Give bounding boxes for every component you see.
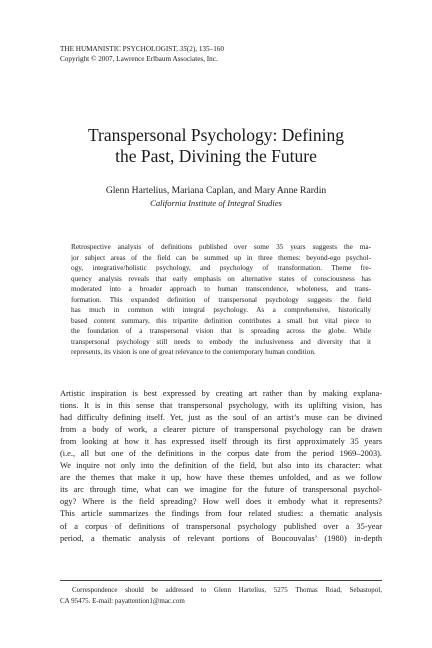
article-title-line-2: the Past, Divining the Future	[115, 146, 317, 166]
body-line: This article summarizes the findings from four related studies: a thematic analysis	[60, 509, 382, 519]
abstract-line: has much in common with integral psychology. As a comprehensive, historically	[71, 306, 371, 315]
abstract-line: ogy, integrative/holistic psychology, and psychology of transformation. Theme fre-	[71, 264, 371, 273]
abstract-line: moderated into a broader approach to human transcendence, wholeness, and trans-	[71, 285, 371, 294]
body-line: are the themes that make it up, how have these themes unfolded, and as we follow	[60, 473, 382, 483]
article-title-line-1: Transpersonal Psychology: Defining	[87, 125, 344, 145]
body-line: period, a thematic analysis of relevant portions of Boucouvalas’ (1980) in-depth	[60, 533, 382, 543]
journal-volume: 35	[179, 45, 187, 53]
abstract-line: Retrospective analysis of definitions published over some 35 years suggests the ma-	[71, 243, 371, 251]
article-affiliation: California Institute of Integral Studies	[150, 198, 282, 208]
body-line: had difficulty defining itself. Yet, just as the soul of an artist’s muse can be divined	[60, 413, 382, 423]
body-line: of a corpus of definitions of transpersonal psychology published over a 35-year	[60, 521, 382, 531]
abstract-line: represents, its vision is one of great relevance to the contemporary human condition.	[71, 348, 316, 357]
body-text	[60, 388, 382, 545]
abstract	[71, 242, 371, 358]
journal-name: THE HUMANISTIC PSYCHOLOGIST,	[60, 45, 178, 53]
body-line: from looking at how it has expressed itself through its first approximately 35 years	[60, 437, 382, 447]
journal-issue-pages: (2), 135–160	[186, 45, 224, 53]
abstract-line: quency analysis reveals that early emphasis on alternative states of consciousness has	[71, 274, 371, 283]
footnote	[60, 585, 382, 607]
abstract-line: jor subject areas of the field can be summed up in three themes: beyond-ego psychol-	[71, 253, 371, 262]
body-line: (i.e., all but one of the definitions in the corpus date from the period 1969–2003).	[60, 449, 382, 459]
body-line: We inquire not only into the definition of the field, but also into its character: what	[60, 461, 382, 471]
journal-copyright: Copyright © 2007, Lawrence Erlbaum Associates, Inc.	[60, 54, 218, 63]
journal-header	[60, 45, 380, 64]
abstract-line: based content summary, this tripartite definition contributes a small but vital piece to	[71, 316, 371, 325]
body-line: from a body of work, a clearer picture of transpersonal psychology can be drawn	[60, 425, 382, 435]
footnote-line-1: Correspondence should be addressed to Glenn Hartelius, 5275 Thomas Road, Sebastopol,	[72, 586, 382, 594]
body-line: ogy? Where is the field spreading? How well does it embody what it represents?	[60, 497, 382, 507]
abstract-line: transpersonal psychology still needs to embody the inclusiveness and diversity that it	[71, 337, 371, 346]
abstract-line: formation. This expanded definition of transpersonal psychology suggests the field	[71, 295, 371, 304]
footnote-rule	[60, 580, 382, 581]
journal-citation	[60, 45, 380, 55]
article-title	[40, 125, 392, 167]
body-line: its arc through time, what can we imagine for the future of transpersonal psychol-	[60, 485, 382, 495]
abstract-line: the foundation of a transpersonal vision that is spreading across the globe. While	[71, 327, 371, 336]
body-line: tions. It is in this sense that transpersonal psychology, with its uplifting vision, has	[60, 401, 382, 411]
footnote-line-2: CA 95475. E-mail: payattention1@mac.com	[60, 597, 185, 605]
article-authors: Glenn Hartelius, Mariana Caplan, and Mary Anne Rardin	[105, 185, 327, 196]
body-line: Artistic inspiration is best expressed by creating art rather than by making explana-	[60, 389, 382, 398]
